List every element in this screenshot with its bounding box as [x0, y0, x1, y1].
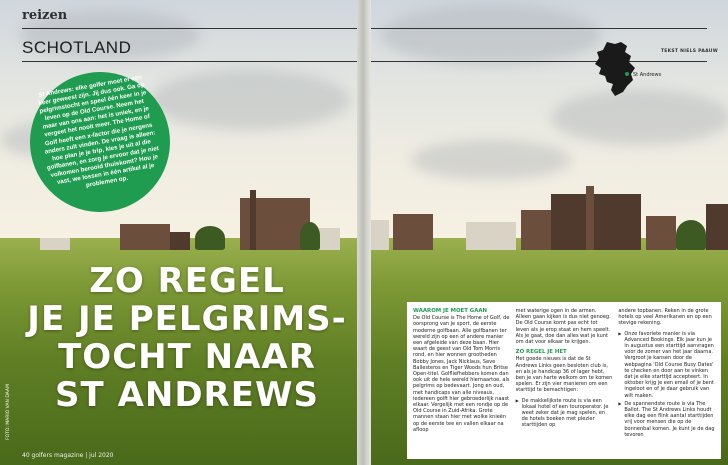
headline-line: ST ANDREWS	[55, 375, 319, 415]
body-text: De Old Course is The Home of Golf, de oorsprong van je sport, de eerste moderne golfbaan. Alle golfbanen ter wereld zijn op een of andere manier een afgeleide van deze baan. Hier waart de geest van Old Tom Morris rond, en hier wonnen grootheden Bobby Jones, Jack Nicklaus, Seve Ballesteros en Tiger Woods hun Britse Open-titel. Golfliefhebbers komen dan ook uit de hele wereld hiernaartoe, als pelgrims op bedevaart. Jong en oud, met handicaps van alle niveaus, iedereen golft hier gebroederlijk naast elkaar. Vergelijk met een rondje op de Old Course in Zuid-Afrika. Grote mannen staan hier met wolke knieën op de eerste tee en vallen elkaar na afloop	[413, 315, 510, 433]
header-rule	[371, 28, 707, 29]
header-rule-bottom	[371, 61, 707, 62]
page-folio-left: 40 golfers magazine | jul 2020	[22, 452, 114, 459]
bullet-item: ▶ Onze favoriete manier is via Advanced Bookings. Elk jaar kun je in augustus een starttijd aanvragen voor de zomer van het jaar daarna. Vergroot je kansen door de webpagina 'Old Course Busy Dates' te checken en door aan te vinken dat je elke starttijd accepteert. In oktober krijg je een email of je bent ingeloot en of je daar gebruik van wilt maken.	[618, 331, 715, 399]
section-tag: reizen	[22, 8, 68, 23]
intro-circle: St Andrews: elke golfer moet er een keer geweest zijn. Jij dus ook. Ga op pelgrimstocht en speel één keer in je leven op de Old Course. Neem het maar van ons aan: het is uniek, en je vergeet het nooit meer. The Home of Golf heeft een x-factor die je nergens anders zult vinden. De vraag is alleen: hoe plan je je trip, kies je uit al die golfbanen, en zorg je ervoor dat je niet volkomen berooid thuiskomt? Hou je vast, we lossen in één artikel al je problemen op.	[19, 61, 181, 223]
bullet-item: ▶ De spannendste route is via The Ballot. The St Andrews Links houdt elke dag een flink aantal starttijden vrij voor mensen die op de bonnenbal komen. Je kunt je de dag tevoren	[618, 401, 715, 438]
headline-line: JE JE PELGRIMS-	[27, 299, 347, 339]
author-credit: TEKST NIELS PAAUW	[660, 49, 718, 54]
town-skyline	[371, 190, 728, 250]
body-text: Het goede nieuws is dat de St Andrews Links geen besloten club is, en als je handicap 36 of lager hebt, ben je van harte welkom om te komen spelen. Er zijn vier manieren om een starttijd te bemachtigen:	[515, 356, 613, 394]
headline-line: ZO REGEL	[89, 261, 285, 301]
headline-line: TOCHT NAAR	[58, 337, 316, 377]
left-page	[0, 0, 357, 465]
body-text: met waterige ogen in de armen. Alleen gaan kijken is dus niet genoeg. De Old Course komt pas echt tot leven als je erop staat en hem speelt. Als je gaat, doe dan alles wat je kunt om dat voor elkaar te krijgen.	[515, 308, 611, 346]
section-heading: WAAROM JE MOET GAAN	[413, 308, 488, 314]
article-column-2	[516, 308, 613, 453]
scotland-map	[593, 40, 637, 98]
article-column-1	[413, 308, 510, 453]
town-skyline	[0, 190, 357, 250]
bullet-list	[516, 398, 613, 429]
bullet-item: ▶ De makkelijkste route is via een lokaal hotel of een touroperator. Je weet zeker dat je mag spelen, en de hotels boeken met plezier starttijden op	[516, 398, 613, 429]
bullet-list	[618, 331, 715, 438]
map-city-label: St Andrews	[633, 72, 662, 78]
header-rule	[22, 28, 357, 29]
headline	[22, 262, 352, 414]
country-title: SCHOTLAND	[22, 38, 132, 57]
page-gutter	[357, 0, 371, 465]
section-heading: ZO REGEL JE HET	[515, 349, 567, 356]
article-column-3	[618, 308, 715, 453]
header-rule-bottom	[22, 61, 357, 62]
article-box	[407, 302, 721, 459]
photo-credit: FOTO: MARIO VAN DAAM	[6, 384, 11, 440]
body-text: andere topbanen. Reken in de grote hotels op veel Amerikanen en op een stevige rekening.	[618, 308, 712, 327]
